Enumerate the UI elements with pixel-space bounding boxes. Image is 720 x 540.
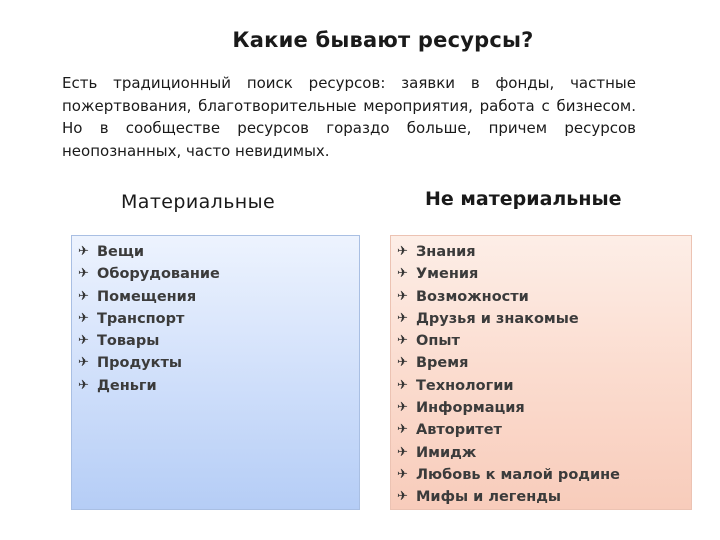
airplane-icon: ✈ xyxy=(397,444,408,460)
airplane-icon: ✈ xyxy=(397,377,408,393)
airplane-icon: ✈ xyxy=(78,266,89,282)
list-item xyxy=(397,375,691,397)
list-item-label: Возможности xyxy=(416,288,529,305)
list-item-label: Знания xyxy=(416,244,476,260)
list-item-label: Продукты xyxy=(97,355,182,372)
airplane-icon: ✈ xyxy=(78,310,89,326)
list-item-label: Информация xyxy=(416,400,525,417)
list-item xyxy=(397,486,691,508)
list-item-label: Мифы и легенды xyxy=(416,489,562,506)
list-item-label: Оборудование xyxy=(97,266,220,283)
nonmaterial-resources-list xyxy=(391,236,691,509)
list-item xyxy=(397,308,691,330)
list-item-label: Опыт xyxy=(416,333,460,350)
list-item xyxy=(397,263,691,285)
intro-paragraph: Есть традиционный поиск ресурсов: заявки в фонды, частные пожертвования, благотворительные мероприятия, работа с бизнесом. Но в сообществе ресурсов гораздо больше, причем ресурсов неопознанных, часто невидимых. xyxy=(62,74,636,160)
airplane-icon: ✈ xyxy=(397,333,408,349)
airplane-icon: ✈ xyxy=(397,266,408,282)
list-item xyxy=(397,397,691,419)
list-item xyxy=(397,241,691,263)
list-item-label: Товары xyxy=(97,333,160,350)
list-item xyxy=(78,330,359,352)
airplane-icon: ✈ xyxy=(397,489,408,505)
list-item-label: Вещи xyxy=(97,244,145,260)
list-item-label: Транспорт xyxy=(97,310,185,327)
airplane-icon: ✈ xyxy=(397,310,408,326)
airplane-icon: ✈ xyxy=(78,244,89,259)
list-item-label: Помещения xyxy=(97,288,197,305)
airplane-icon: ✈ xyxy=(78,288,89,304)
list-item-label: Умения xyxy=(416,266,479,283)
airplane-icon: ✈ xyxy=(397,355,408,371)
list-item xyxy=(78,263,359,285)
airplane-icon: ✈ xyxy=(397,244,408,259)
list-item-label: Друзья и знакомые xyxy=(416,310,579,327)
list-item xyxy=(397,352,691,374)
airplane-icon: ✈ xyxy=(397,422,408,438)
list-item xyxy=(78,308,359,330)
list-item xyxy=(397,464,691,486)
list-item-label: Технологии xyxy=(416,377,514,394)
list-item xyxy=(397,330,691,352)
airplane-icon: ✈ xyxy=(397,288,408,304)
list-item xyxy=(397,286,691,308)
list-item xyxy=(78,286,359,308)
material-resources-list xyxy=(72,236,359,397)
nonmaterial-resources-box xyxy=(390,235,692,510)
slide-title: Какие бывают ресурсы? xyxy=(232,28,534,52)
list-item xyxy=(397,442,691,464)
list-item xyxy=(78,352,359,374)
list-item xyxy=(397,419,691,441)
material-resources-box xyxy=(71,235,360,510)
airplane-icon: ✈ xyxy=(78,333,89,349)
list-item-label: Время xyxy=(416,355,469,372)
list-item xyxy=(78,375,359,397)
list-item-label: Деньги xyxy=(97,377,157,394)
airplane-icon: ✈ xyxy=(397,466,408,482)
airplane-icon: ✈ xyxy=(397,400,408,416)
heading-material: Материальные xyxy=(121,191,276,213)
list-item xyxy=(78,241,359,263)
list-item-label: Имидж xyxy=(416,444,477,461)
list-item-label: Авторитет xyxy=(416,422,502,439)
heading-nonmaterial: Не материальные xyxy=(425,188,622,210)
airplane-icon: ✈ xyxy=(78,377,89,393)
airplane-icon: ✈ xyxy=(78,355,89,371)
list-item-label: Любовь к малой родине xyxy=(416,466,620,483)
